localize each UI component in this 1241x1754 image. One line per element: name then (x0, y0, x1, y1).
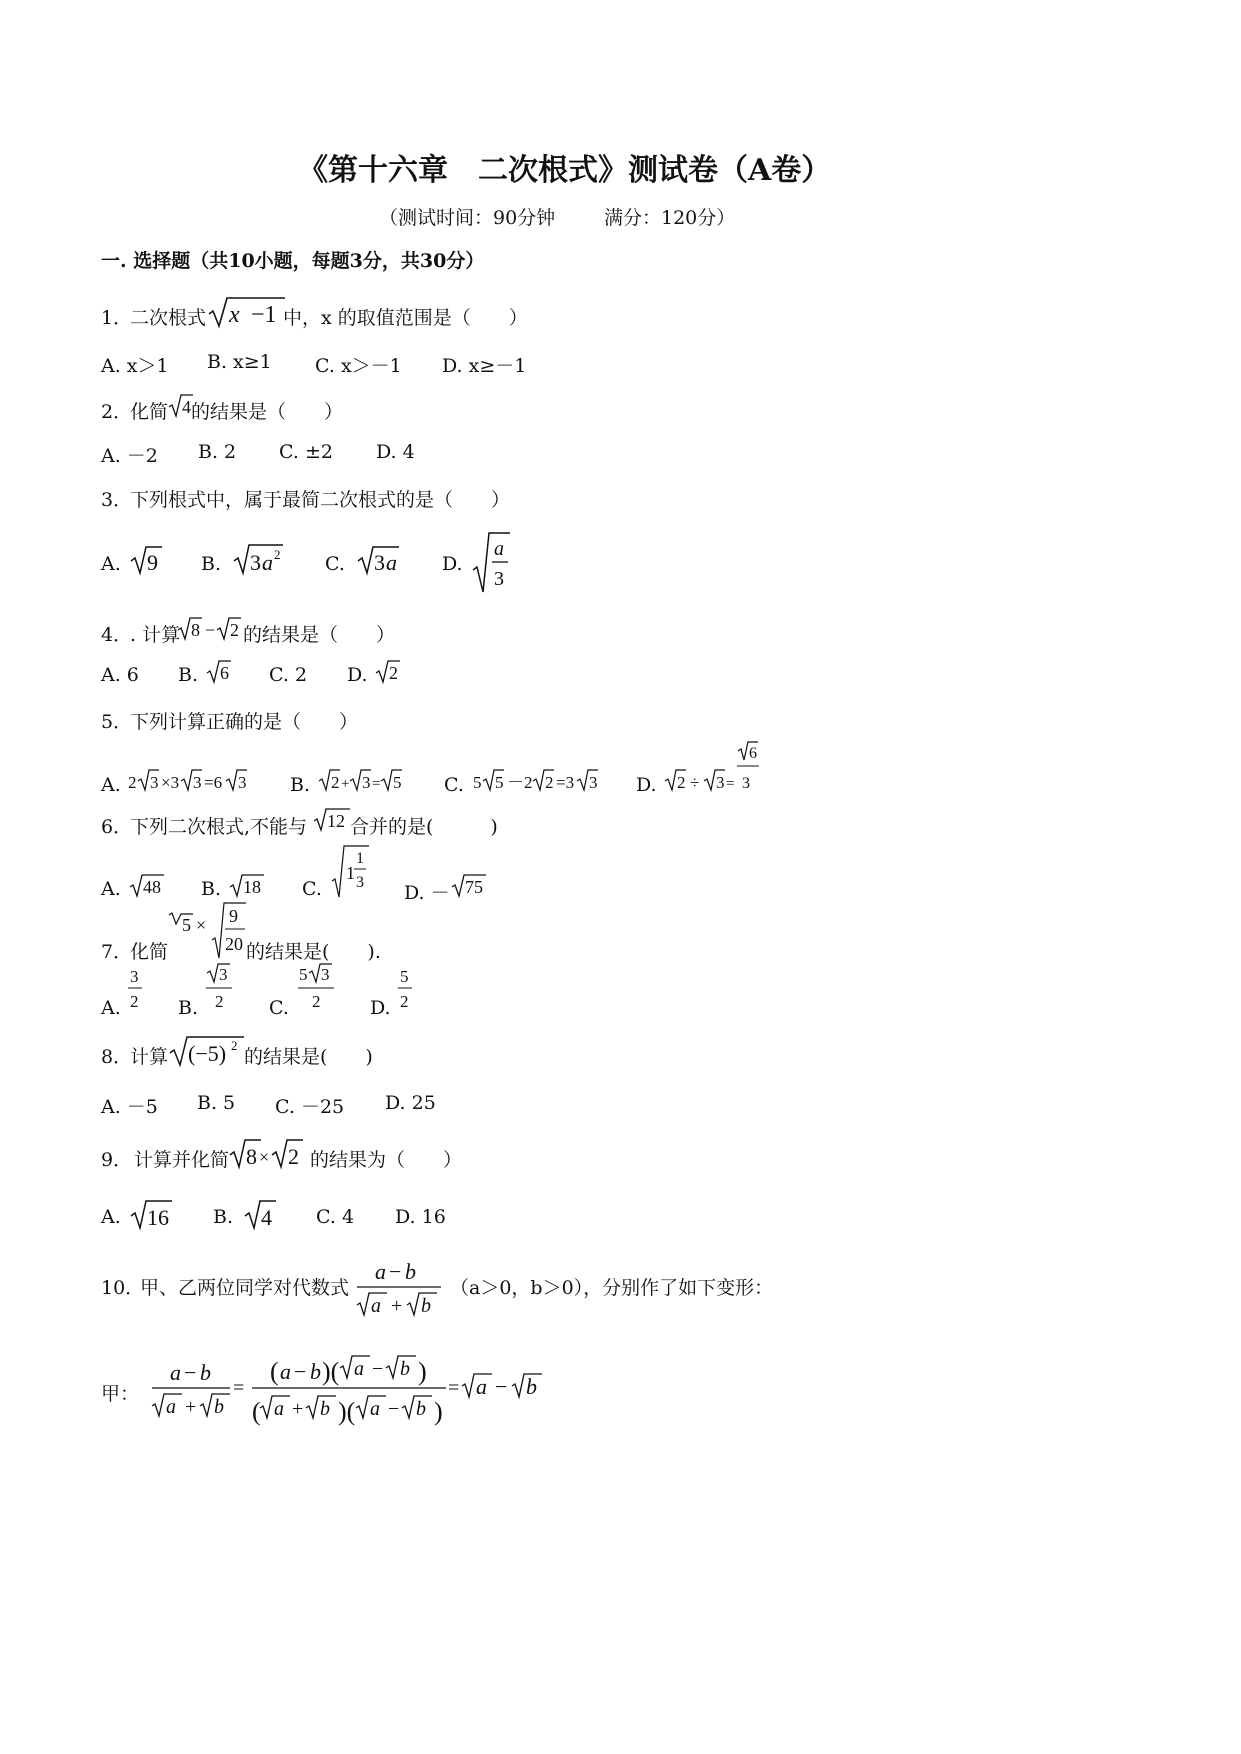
svg-text:×3: ×3 (161, 773, 180, 792)
svg-text:2: 2 (400, 992, 409, 1011)
svg-text:3: 3 (150, 773, 159, 792)
svg-text:20: 20 (225, 934, 243, 954)
q6-option-d-expr (451, 872, 487, 900)
q6-option-c-expr (331, 843, 371, 901)
svg-text:b: b (200, 1360, 211, 1385)
q5-option-a-expr (128, 768, 258, 794)
q6-suffix: 合并的是( ) (350, 816, 498, 838)
q2-number: 2． (101, 401, 133, 423)
svg-text:5: 5 (400, 967, 409, 986)
svg-text:b: b (400, 1358, 410, 1380)
q4-option-c: C. 2 (269, 664, 308, 686)
q3-text: 下列根式中，属于最简二次根式的是（ ） (130, 489, 511, 511)
jia-expression (150, 1348, 550, 1430)
svg-text:3: 3 (193, 773, 202, 792)
svg-text:3: 3 (219, 965, 228, 984)
q2-option-b: B. 2 (198, 441, 237, 463)
q7-option-a: A. (101, 997, 121, 1019)
q5-option-c: C. (444, 774, 464, 796)
full-score: 满分：120分） (604, 207, 736, 229)
q4-option-a: A. 6 (101, 664, 139, 686)
svg-text:2: 2 (130, 992, 139, 1011)
q3-option-d: D. (442, 553, 463, 575)
svg-text:a: a (354, 1358, 364, 1380)
q9-option-c: C. 4 (316, 1206, 355, 1228)
svg-text:1: 1 (346, 863, 355, 883)
svg-text:a: a (166, 1396, 176, 1418)
q6-number: 6． (101, 816, 133, 838)
svg-text:a: a (476, 1374, 487, 1399)
q5-option-d-expr (664, 740, 764, 796)
q6-option-b-expr (229, 872, 265, 900)
svg-text:(−5): (−5) (188, 1041, 227, 1066)
svg-text:2: 2 (230, 620, 239, 640)
q7-sqrt-expression (168, 900, 248, 962)
svg-text:b: b (416, 1398, 426, 1420)
q9-option-d: D. 16 (395, 1206, 446, 1228)
q1-option-b: B. x≥1 (207, 351, 272, 373)
svg-text:=3: =3 (556, 773, 575, 792)
svg-text:－2: －2 (507, 773, 533, 792)
q10-prefix: 甲、乙两位同学对代数式 (140, 1277, 350, 1299)
svg-text:9: 9 (229, 906, 238, 926)
svg-text:3: 3 (362, 773, 371, 792)
svg-text:8: 8 (246, 1144, 257, 1169)
q7-option-c: C. (269, 997, 289, 1019)
svg-text:+: + (292, 1398, 304, 1420)
svg-text:b: b (214, 1396, 224, 1418)
q4-sqrt-expression (177, 615, 245, 643)
q7-option-a-expr (128, 962, 148, 1012)
q8-sqrt-expression (168, 1033, 248, 1069)
q6-option-a-expr (129, 872, 165, 900)
svg-text:4: 4 (182, 397, 191, 417)
svg-text:−: − (184, 1360, 197, 1385)
q8-number: 8． (101, 1046, 133, 1068)
q3-option-b-expr (233, 542, 285, 576)
section-heading: 一. 选择题（共10小题，每题3分，共30分） (101, 250, 485, 272)
svg-text:5: 5 (299, 965, 308, 984)
q4-option-b: B. (178, 664, 199, 686)
q5-option-c-expr (473, 768, 603, 794)
svg-text:2: 2 (331, 773, 340, 792)
q9-prefix: 计算并化简 (134, 1149, 230, 1171)
svg-text:=: = (372, 776, 381, 792)
q9-sqrt-expression (229, 1137, 309, 1171)
q7-option-d: D. (370, 997, 391, 1019)
svg-text:): ) (418, 1357, 427, 1386)
svg-text:a: a (262, 550, 273, 575)
svg-text:a: a (494, 538, 504, 560)
q2-prefix: 化简 (130, 401, 169, 423)
svg-text:3: 3 (356, 874, 364, 891)
q7-suffix: 的结果是( ). (246, 941, 381, 963)
q8-prefix: 计算 (130, 1046, 169, 1068)
q2-option-c: C. ±2 (279, 441, 333, 463)
svg-text:a: a (280, 1359, 291, 1384)
q7-option-c-expr (298, 962, 338, 1012)
q1-option-d: D. x≥－1 (442, 355, 527, 377)
svg-text:2: 2 (545, 773, 554, 792)
q9-suffix: 的结果为（ ） (310, 1149, 463, 1171)
svg-text:a: a (371, 1295, 381, 1317)
svg-text:3: 3 (716, 773, 725, 792)
svg-text:3: 3 (238, 773, 247, 792)
q10-fraction-expression (355, 1255, 445, 1321)
svg-text:5: 5 (393, 773, 402, 792)
svg-text:b: b (421, 1295, 431, 1317)
q3-option-c-expr (357, 544, 401, 576)
svg-text:2: 2 (215, 992, 224, 1011)
svg-text:×: × (259, 1147, 270, 1167)
q7-option-d-expr (398, 962, 418, 1012)
svg-text:3: 3 (374, 550, 385, 575)
test-time: （测试时间：90分钟 (379, 207, 556, 229)
q6-option-a: A. (101, 878, 121, 900)
svg-text:5: 5 (473, 773, 482, 792)
svg-text:5: 5 (182, 915, 191, 935)
svg-text:2: 2 (288, 1144, 299, 1169)
svg-text:−: − (372, 1358, 384, 1380)
svg-text:−1: −1 (251, 302, 277, 328)
q2-option-a: A. －2 (101, 445, 158, 467)
q1-option-a: A. x＞1 (101, 355, 169, 377)
q3-option-a-expr (130, 544, 164, 576)
q5-text: 下列计算正确的是（ ） (130, 711, 359, 733)
svg-text:b: b (310, 1359, 321, 1384)
svg-text:b: b (526, 1374, 537, 1399)
svg-text:−: − (388, 1398, 400, 1420)
q3-option-a: A. (101, 553, 121, 575)
svg-text:x: x (229, 302, 240, 328)
q10-number: 10． (101, 1277, 145, 1299)
q6-option-d: D. － (404, 882, 450, 904)
svg-text:8: 8 (191, 620, 200, 640)
svg-text:b: b (320, 1398, 330, 1420)
q4-option-d: D. (347, 664, 368, 686)
q4-option-b-expr (206, 658, 232, 686)
svg-text:2: 2 (312, 992, 321, 1011)
svg-text:+: + (341, 776, 350, 792)
q8-option-c: C. －25 (275, 1096, 345, 1118)
q3-option-b: B. (201, 553, 222, 575)
svg-text:9: 9 (147, 550, 158, 575)
q1-option-c: C. x＞－1 (315, 355, 402, 377)
svg-text:+: + (391, 1295, 403, 1317)
q9-option-b-expr (244, 1198, 278, 1232)
svg-text:3: 3 (321, 965, 330, 984)
svg-text:3: 3 (130, 967, 139, 986)
q7-option-b: B. (178, 997, 199, 1019)
q5-option-a: A. (101, 774, 121, 796)
svg-text:5: 5 (495, 773, 504, 792)
svg-text:−: − (495, 1374, 508, 1399)
svg-text:−: − (389, 1259, 402, 1284)
q10-suffix: （a＞0，b＞0），分别作了如下变形： (450, 1277, 774, 1299)
q9-number: 9． (101, 1149, 133, 1171)
svg-text:18: 18 (243, 877, 261, 897)
svg-text:2: 2 (128, 773, 137, 792)
svg-text:1: 1 (356, 850, 364, 867)
q8-option-d: D. 25 (385, 1092, 436, 1114)
q6-prefix: 下列二次根式,不能与 (130, 816, 308, 838)
q4-suffix: 的结果是（ ） (243, 624, 396, 646)
svg-text:−: − (294, 1359, 307, 1384)
q8-suffix: 的结果是( ) (244, 1046, 373, 1068)
svg-text:(: ( (252, 1397, 261, 1426)
q5-option-d: D. (636, 774, 657, 796)
svg-text:3: 3 (494, 568, 504, 590)
svg-text:a: a (375, 1259, 386, 1284)
svg-text:)(: )( (338, 1397, 356, 1426)
q1-number: 1． (101, 307, 133, 329)
q7-prefix: 化简 (130, 941, 169, 963)
svg-text:=: = (726, 776, 735, 792)
svg-text:)(: )( (322, 1357, 340, 1386)
svg-text:a: a (170, 1360, 181, 1385)
svg-text:2: 2 (274, 547, 281, 562)
q9-option-a-expr (130, 1198, 174, 1232)
svg-text:3: 3 (742, 775, 750, 792)
svg-text:3: 3 (250, 550, 261, 575)
svg-text:16: 16 (147, 1205, 169, 1230)
svg-text:6: 6 (749, 745, 757, 762)
q2-option-d: D. 4 (376, 441, 415, 463)
q8-option-a: A. －5 (101, 1096, 158, 1118)
svg-text:2: 2 (389, 663, 398, 683)
svg-text:−: − (205, 620, 216, 640)
svg-text:=6: =6 (204, 773, 223, 792)
q9-option-a: A. (101, 1206, 121, 1228)
q4-prefix: . 计算 (130, 624, 181, 646)
q4-option-d-expr (375, 658, 401, 686)
q4-number: 4． (101, 624, 133, 646)
page-title: 《第十六章 二次根式》测试卷（A卷） (298, 153, 832, 188)
svg-text:(: ( (270, 1357, 279, 1386)
svg-text:b: b (405, 1259, 416, 1284)
svg-text:): ) (434, 1397, 443, 1426)
q1-sqrt-expression (207, 294, 287, 330)
q7-number: 7． (101, 941, 133, 963)
svg-text:4: 4 (261, 1205, 272, 1230)
svg-text:3: 3 (589, 773, 598, 792)
q3-option-d-expr (472, 530, 512, 594)
svg-text:a: a (274, 1398, 284, 1420)
q8-option-b: B. 5 (197, 1092, 236, 1114)
svg-text:×: × (196, 915, 207, 935)
q5-option-b: B. (290, 774, 311, 796)
svg-text:a: a (370, 1398, 380, 1420)
q1-suffix: 中，x 的取值范围是（ ） (283, 307, 528, 329)
svg-text:a: a (386, 550, 397, 575)
q5-option-b-expr (318, 768, 408, 794)
q2-suffix: 的结果是（ ） (191, 401, 344, 423)
jia-label: 甲： (101, 1383, 140, 1405)
q9-option-b: B. (213, 1206, 234, 1228)
q7-option-b-expr (206, 962, 236, 1012)
svg-text:75: 75 (465, 877, 483, 897)
svg-text:=: = (233, 1377, 245, 1399)
q6-option-b: B. (201, 878, 222, 900)
q3-option-c: C. (325, 553, 345, 575)
svg-text:+: + (185, 1396, 197, 1418)
q3-number: 3． (101, 489, 133, 511)
svg-text:48: 48 (143, 877, 161, 897)
svg-text:2: 2 (231, 1038, 238, 1053)
q6-option-c: C. (302, 878, 322, 900)
svg-text:=: = (448, 1377, 460, 1399)
svg-text:12: 12 (327, 811, 345, 831)
q1-prefix: 二次根式 (130, 307, 207, 329)
svg-text:2: 2 (677, 773, 686, 792)
svg-text:6: 6 (220, 663, 229, 683)
q5-number: 5． (101, 711, 133, 733)
q6-sqrt-expression (313, 806, 351, 834)
svg-text:÷: ÷ (690, 773, 700, 792)
